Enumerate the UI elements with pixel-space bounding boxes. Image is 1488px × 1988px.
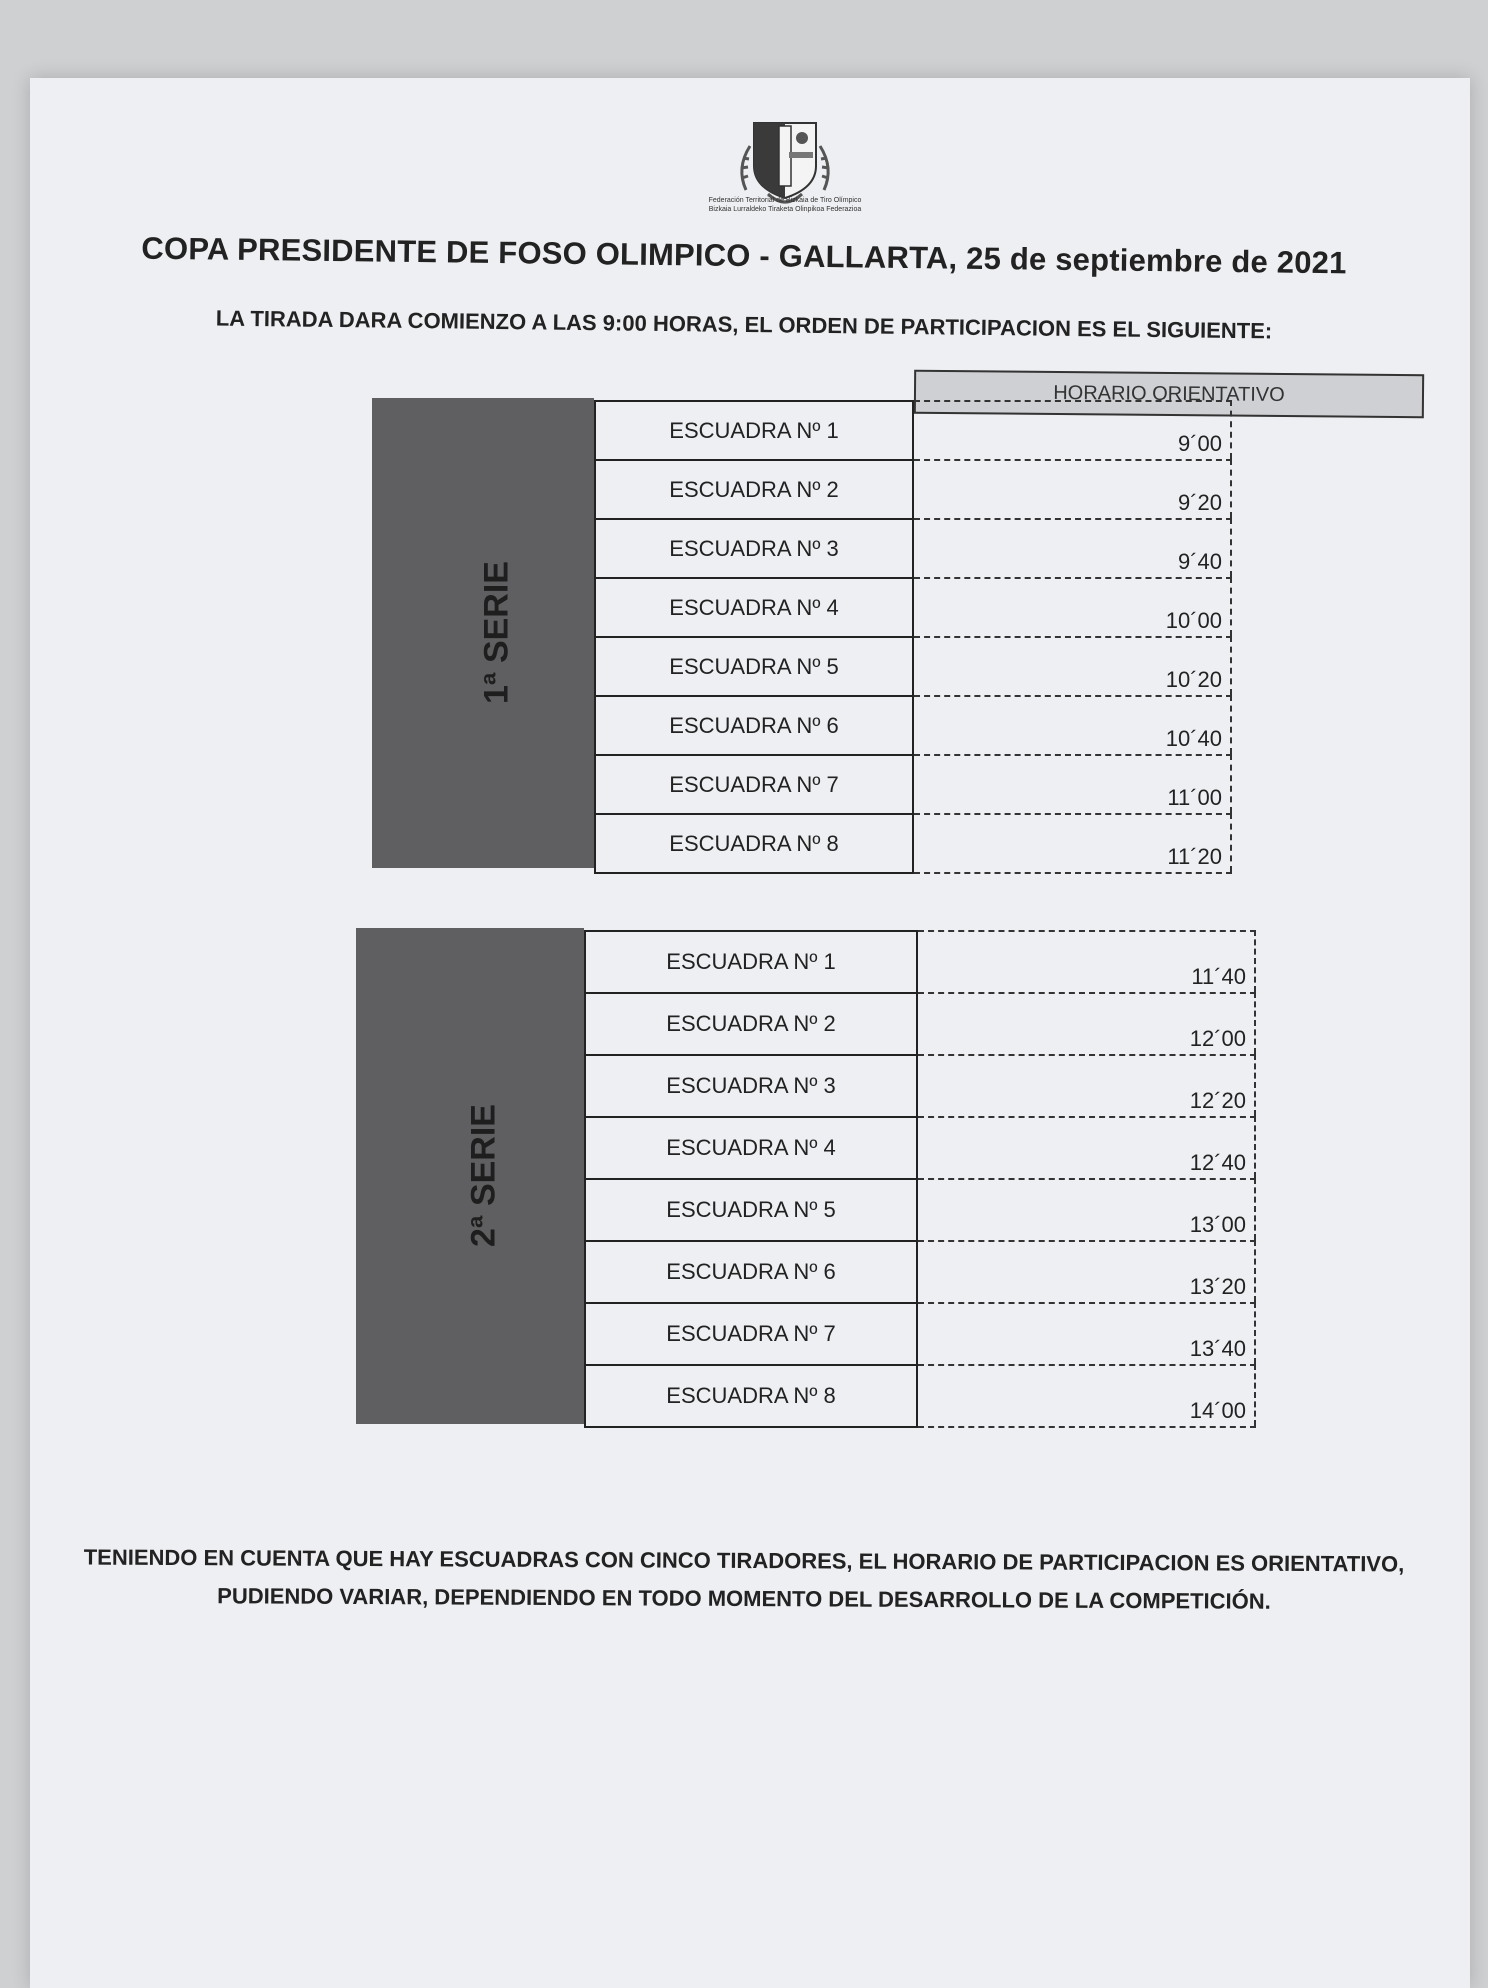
time-cell: 12´00: [918, 992, 1256, 1054]
squad-cell: ESCUADRA Nº 8: [594, 813, 914, 872]
table-row: [594, 813, 1232, 872]
table-row: [594, 577, 1232, 636]
squad-cell: ESCUADRA Nº 4: [594, 577, 914, 636]
squad-cell: ESCUADRA Nº 2: [594, 459, 914, 518]
time-cell: 10´00: [914, 577, 1232, 636]
table-row: [584, 1054, 1256, 1116]
squad-cell: ESCUADRA Nº 5: [594, 636, 914, 695]
table-row: [594, 400, 1232, 459]
page-subtitle: LA TIRADA DARA COMIENZO A LAS 9:00 HORAS, EL ORDEN DE PARTICIPACION ES EL SIGUIENTE:: [215, 305, 1273, 344]
time-cell: 11´20: [914, 813, 1232, 872]
squad-cell: ESCUADRA Nº 6: [584, 1240, 918, 1302]
squad-cell: ESCUADRA Nº 7: [594, 754, 914, 813]
time-cell: 9´20: [914, 459, 1232, 518]
table-bottom-border: [594, 872, 914, 874]
table-bottom-border: [584, 1426, 918, 1428]
table-row: [584, 930, 1256, 992]
table-row: [594, 636, 1232, 695]
table-bottom-dashed-border: [918, 1426, 1256, 1428]
schedule-table: [594, 400, 1232, 872]
time-cell: 12´20: [918, 1054, 1256, 1116]
time-cell: 13´00: [918, 1178, 1256, 1240]
page-title: COPA PRESIDENTE DE FOSO OLIMPICO - GALLARTA, 25 de septiembre de 2021: [141, 230, 1347, 281]
table-row: [594, 518, 1232, 577]
squad-cell: ESCUADRA Nº 4: [584, 1116, 918, 1178]
table-row: [594, 754, 1232, 813]
time-cell: 13´20: [918, 1240, 1256, 1302]
squad-cell: ESCUADRA Nº 6: [594, 695, 914, 754]
table-row: [584, 1116, 1256, 1178]
time-cell: 12´40: [918, 1116, 1256, 1178]
time-cell: 11´40: [918, 930, 1256, 992]
time-cell: 10´20: [914, 636, 1232, 695]
footer-note-line2: PUDIENDO VARIAR, DEPENDIENDO EN TODO MOMENTO DEL DESARROLLO DE LA COMPETICIÓN.: [217, 1583, 1271, 1614]
logo-caption-line1: Federación Territorial de Bizkaia de Tiro Olímpico: [708, 197, 862, 204]
table-row: [584, 1364, 1256, 1426]
squad-cell: ESCUADRA Nº 8: [584, 1364, 918, 1426]
squad-cell: ESCUADRA Nº 2: [584, 992, 918, 1054]
serie-label: 1ª SERIE: [477, 561, 516, 704]
schedule-column-header: HORARIO ORIENTATIVO: [914, 370, 1424, 418]
time-cell: 10´40: [914, 695, 1232, 754]
squad-cell: ESCUADRA Nº 3: [594, 518, 914, 577]
footer-note-line1: TENIENDO EN CUENTA QUE HAY ESCUADRAS CON CINCO TIRADORES, EL HORARIO DE PARTICIPACION ES ORIENTATIVO,: [83, 1544, 1405, 1577]
time-cell: 9´40: [914, 518, 1232, 577]
squad-cell: ESCUADRA Nº 1: [584, 930, 918, 992]
logo-caption: [690, 196, 880, 214]
time-cell: 13´40: [918, 1302, 1256, 1364]
logo-caption-line2: Bizkaia Lurraldeko Tiraketa Olinpikoa Federazioa: [708, 206, 862, 213]
squad-cell: ESCUADRA Nº 5: [584, 1178, 918, 1240]
table-row: [594, 695, 1232, 754]
table-bottom-dashed-border: [914, 872, 1232, 874]
table-row: [584, 1240, 1256, 1302]
table-row: [584, 1178, 1256, 1240]
table-row: [584, 1302, 1256, 1364]
time-cell: 11´00: [914, 754, 1232, 813]
schedule-table: [584, 930, 1256, 1426]
squad-cell: ESCUADRA Nº 3: [584, 1054, 918, 1116]
time-cell: 9´00: [914, 400, 1232, 459]
squad-cell: ESCUADRA Nº 7: [584, 1302, 918, 1364]
squad-cell: ESCUADRA Nº 1: [594, 400, 914, 459]
table-row: [584, 992, 1256, 1054]
table-row: [594, 459, 1232, 518]
serie-label: 2ª SERIE: [464, 1104, 503, 1247]
time-cell: 14´00: [918, 1364, 1256, 1426]
